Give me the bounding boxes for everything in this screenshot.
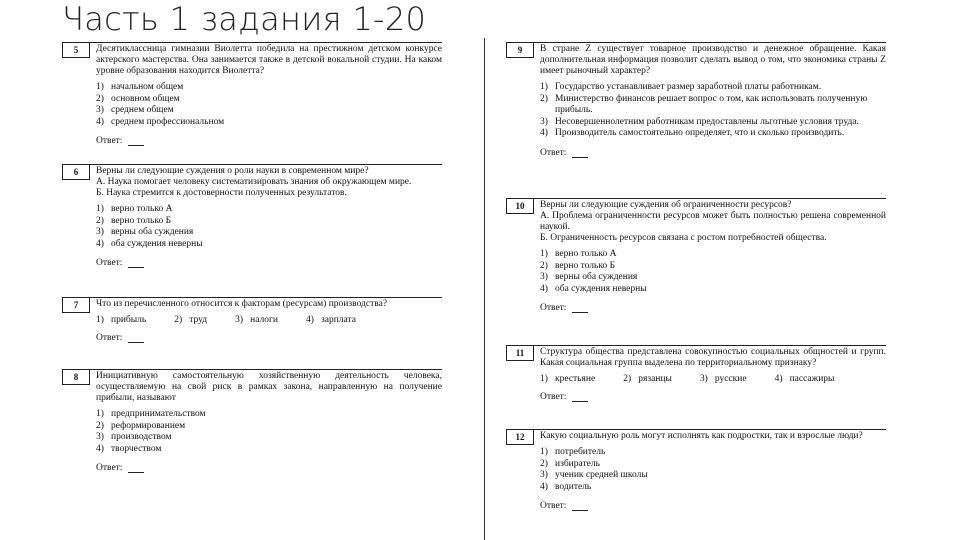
option[interactable]: 2) труд	[174, 315, 208, 325]
option[interactable]: 4) зарплата	[305, 315, 356, 325]
task-number: 11	[506, 345, 534, 361]
option[interactable]: 1) верно только А	[540, 249, 617, 259]
options-list	[96, 315, 442, 325]
answer-label: Ответ:	[96, 333, 123, 343]
task-12	[506, 429, 886, 511]
answer-row	[96, 462, 442, 473]
answer-label: Ответ:	[96, 136, 123, 146]
answer-label: Ответ:	[96, 463, 123, 473]
answer-row	[96, 135, 442, 146]
task-8	[62, 369, 442, 473]
task-number: 12	[506, 429, 534, 445]
task-7	[62, 297, 442, 343]
answer-row	[540, 147, 886, 158]
options-list	[96, 204, 442, 250]
question-text: Инициативную самостоятельную хозяйственную деятельность человека, осуществляемую на свой риск в рамках закона, направленную на получение прибыли, называют	[96, 371, 442, 403]
task-number: 10	[506, 198, 534, 214]
option[interactable]: 1) крестьяне	[540, 374, 596, 384]
answer-row	[540, 302, 886, 313]
option[interactable]: 3) налоги	[235, 315, 278, 325]
option[interactable]: 4) пассажиры	[774, 374, 835, 384]
question-text: Верны ли следующие суждения о роли науки в современном мире?	[96, 166, 369, 176]
options-list	[540, 374, 886, 384]
task-9	[506, 42, 886, 158]
answer-label: Ответ:	[540, 303, 567, 313]
answer-row	[96, 257, 442, 268]
question-text: Верны ли следующие суждения об ограниченности ресурсов?	[540, 200, 792, 210]
option[interactable]: 3) производством	[96, 432, 172, 442]
option[interactable]: 3) среднем общем	[96, 105, 174, 115]
answer-field[interactable]	[128, 135, 144, 146]
task-6	[62, 164, 442, 268]
option[interactable]: 4) оба суждения неверны	[96, 238, 203, 249]
option[interactable]: 3) ученик средней школы	[540, 470, 648, 480]
answer-row	[96, 332, 442, 343]
option[interactable]: 2) основном общем	[96, 93, 180, 104]
statement: А. Проблема ограниченности ресурсов может быть полностью решена современной наукой.	[540, 211, 886, 232]
option[interactable]: 2) рязанцы	[623, 374, 672, 384]
option[interactable]: 2) верно только Б	[96, 215, 172, 226]
task-number: 5	[62, 42, 90, 58]
answer-label: Ответ:	[540, 392, 567, 402]
slide-title: Часть 1 задания 1-20	[62, 0, 427, 38]
answer-label: Ответ:	[96, 258, 123, 268]
answer-field[interactable]	[572, 500, 588, 511]
task-10	[506, 198, 886, 313]
option[interactable]: 1) начальном общем	[96, 82, 184, 92]
task-number: 6	[62, 164, 90, 180]
column-divider	[484, 38, 485, 540]
option[interactable]: 1) потребитель	[540, 447, 606, 457]
task-number: 7	[62, 297, 90, 313]
option[interactable]: 4) Производитель самостоятельно определяет, что и сколько производить.	[540, 128, 845, 138]
answer-field[interactable]	[572, 391, 588, 402]
options-list	[96, 409, 442, 455]
answer-row	[540, 500, 886, 511]
task-11	[506, 345, 886, 402]
answer-label: Ответ:	[540, 147, 567, 158]
option[interactable]: 1) верно только А	[96, 204, 173, 214]
answer-field[interactable]	[572, 302, 588, 313]
answer-field[interactable]	[572, 147, 588, 158]
task-number: 8	[62, 369, 90, 385]
answer-row	[540, 391, 886, 402]
answer-field[interactable]	[128, 332, 144, 343]
question-text: В стране Z существует товарное производство и денежное обращение. Какая дополнительная информация позволит сделать вывод о том, что экономика страны Z имеет рыночный характер?	[540, 44, 886, 76]
option[interactable]: 3) верны оба суждения	[96, 227, 194, 237]
option[interactable]: 1) Государство устанавливает размер заработной платы работникам.	[540, 82, 822, 92]
answer-field[interactable]	[128, 257, 144, 268]
options-list	[540, 447, 886, 493]
question-text: Что из перечисленного относится к факторам (ресурсам) производства?	[96, 299, 388, 309]
option[interactable]: 4) оба суждения неверны	[540, 283, 647, 294]
answer-label: Ответ:	[540, 501, 567, 511]
question-text: Какую социальную роль могут исполнять как подростки, так и взрослые люди?	[540, 431, 863, 441]
options-list	[540, 82, 886, 140]
options-list	[96, 82, 442, 128]
answer-field[interactable]	[128, 462, 144, 473]
option[interactable]: 3) русские	[699, 374, 747, 384]
question-text: Структура общества представлена совокупностью социальных общностей и групп. Какая социальная группа выделена по территориальному признаку?	[540, 347, 886, 368]
task-number: 9	[506, 42, 534, 58]
option[interactable]: 3) верны оба суждения	[540, 272, 638, 282]
options-list	[540, 249, 886, 295]
option[interactable]: 2) избиратель	[540, 458, 600, 469]
statement: Б. Наука стремится к достоверности полученных результатов.	[96, 188, 347, 198]
task-5	[62, 42, 442, 146]
option[interactable]: 3) Несовершеннолетним работникам предоставлены льготные условия труда.	[540, 116, 859, 127]
question-text: Десятиклассница гимназии Виолетта победила на престижном детском конкурсе актерского мастерства. Она занимается также в детской вокальной студии. На каком уровне образования находится Виолетта?	[96, 44, 442, 76]
option[interactable]: 4) водитель	[540, 481, 592, 492]
option[interactable]: 2) верно только Б	[540, 260, 616, 271]
option[interactable]: 2) Министерство финансов решает вопрос о том, как использовать полученную прибыль.	[540, 93, 868, 115]
option[interactable]: 4) среднем профессиональном	[96, 116, 225, 127]
option[interactable]: 1) прибыль	[96, 315, 147, 325]
option[interactable]: 2) реформированием	[96, 420, 186, 431]
option[interactable]: 1) предпринимательством	[96, 409, 206, 419]
option[interactable]: 4) творчеством	[96, 443, 162, 454]
statement: А. Наука помогает человеку систематизировать знания об окружающем мире.	[96, 177, 412, 187]
statement: Б. Ограниченность ресурсов связана с ростом потребностей общества.	[540, 233, 827, 243]
